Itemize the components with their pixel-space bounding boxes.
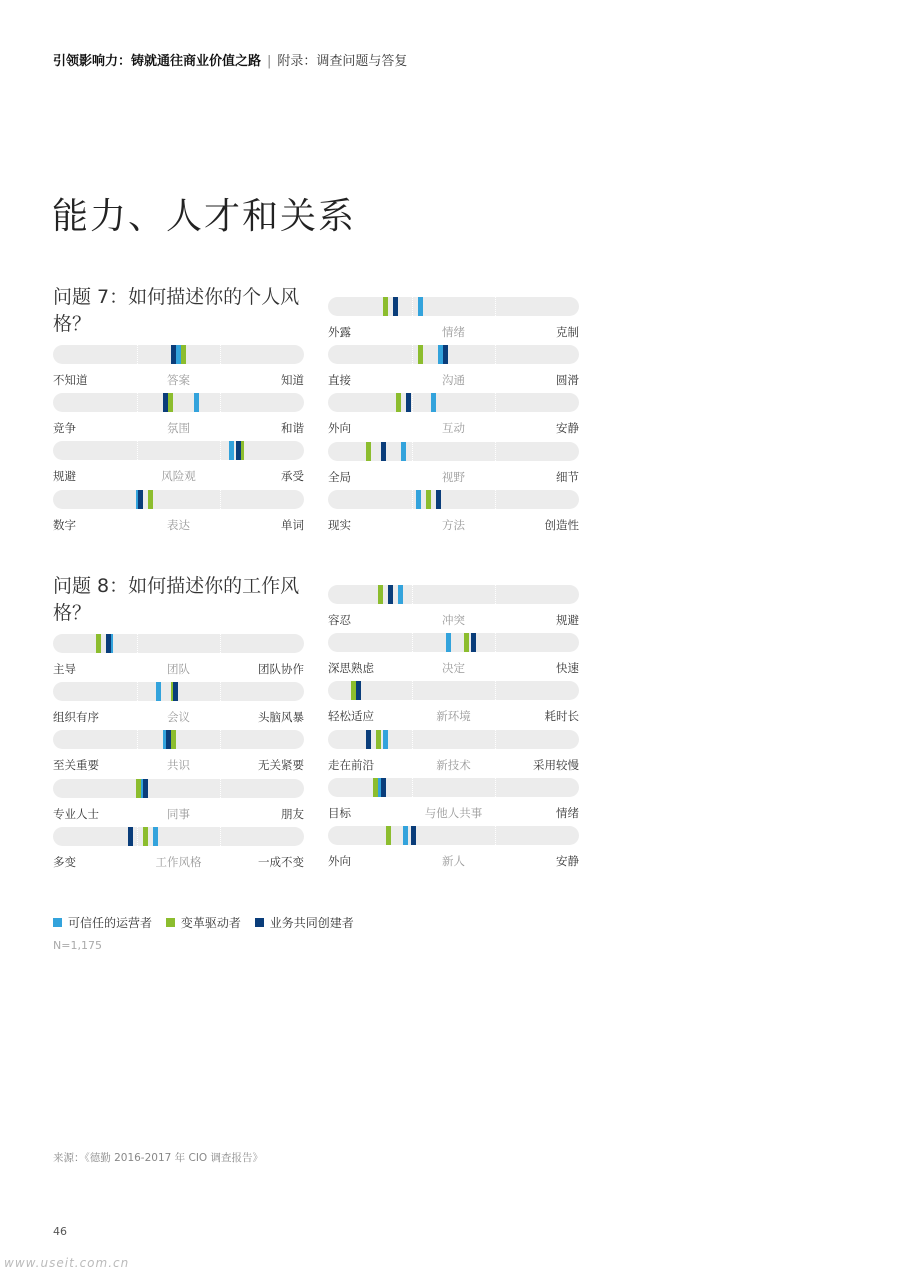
scale-right-label: 一成不变 bbox=[258, 854, 304, 869]
scale-divider bbox=[220, 779, 221, 798]
scale-track bbox=[53, 393, 304, 412]
scale-left-label: 外向 bbox=[328, 421, 351, 436]
scale-divider bbox=[137, 682, 138, 701]
scale-right-label: 无关紧要 bbox=[258, 758, 304, 773]
scale-divider bbox=[495, 442, 496, 461]
marker-business-cocreator bbox=[393, 297, 398, 316]
marker-change-driver bbox=[383, 297, 388, 316]
scale-left-label: 容忍 bbox=[328, 613, 351, 627]
scale-divider bbox=[495, 681, 496, 700]
scale-track bbox=[53, 682, 304, 701]
scale-left-label: 专业人士 bbox=[53, 806, 99, 821]
scale-topic-label: 情绪 bbox=[442, 325, 465, 339]
marker-change-driver bbox=[96, 634, 101, 653]
scale-labels bbox=[328, 853, 579, 869]
scale-right-label: 团队协作 bbox=[258, 662, 304, 676]
scale-row bbox=[328, 778, 579, 822]
scale-row bbox=[53, 827, 304, 871]
scale-topic-label: 沟通 bbox=[442, 373, 465, 388]
scale-labels bbox=[53, 468, 304, 484]
scale-divider bbox=[137, 827, 138, 846]
marker-change-driver bbox=[136, 779, 141, 798]
scale-topic-label: 冲突 bbox=[442, 613, 465, 627]
scale-labels bbox=[328, 708, 579, 724]
scale-labels bbox=[53, 854, 304, 870]
marker-business-cocreator bbox=[436, 490, 441, 509]
scale-divider bbox=[495, 778, 496, 797]
scale-right-label: 耗时长 bbox=[544, 709, 579, 724]
scale-row bbox=[328, 585, 579, 629]
scale-divider bbox=[412, 442, 413, 461]
marker-change-driver bbox=[418, 345, 423, 364]
scale-right-label: 单词 bbox=[281, 517, 304, 532]
scale-divider bbox=[495, 297, 496, 316]
scale-right-label: 安静 bbox=[556, 421, 579, 436]
scale-labels bbox=[328, 420, 579, 436]
scale-divider bbox=[412, 345, 413, 364]
scale-left-label: 现实 bbox=[328, 517, 351, 532]
marker-change-driver bbox=[366, 442, 371, 461]
marker-change-driver bbox=[171, 730, 176, 749]
marker-change-driver bbox=[373, 778, 378, 797]
scale-track bbox=[53, 730, 304, 749]
scale-labels bbox=[328, 757, 579, 773]
scale-track bbox=[328, 297, 579, 316]
marker-business-cocreator bbox=[171, 345, 176, 364]
scale-row bbox=[328, 442, 579, 486]
marker-business-cocreator bbox=[406, 393, 411, 412]
scale-divider bbox=[495, 730, 496, 749]
scale-divider bbox=[137, 441, 138, 460]
scale-right-label: 知道 bbox=[281, 373, 304, 387]
scale-divider bbox=[137, 393, 138, 412]
scale-track bbox=[328, 681, 579, 700]
scale-right-label: 承受 bbox=[281, 469, 304, 484]
scale-row bbox=[328, 633, 579, 677]
scale-left-label: 深思熟虑 bbox=[328, 661, 374, 676]
scale-row bbox=[53, 490, 304, 534]
scale-row bbox=[53, 441, 304, 485]
scale-left-label: 主导 bbox=[53, 662, 76, 676]
scale-left-label: 外向 bbox=[328, 854, 351, 868]
scale-divider bbox=[495, 490, 496, 509]
scale-track bbox=[328, 826, 579, 845]
scale-topic-label: 互动 bbox=[442, 421, 465, 436]
legend-item bbox=[166, 914, 241, 931]
legend-label: 变革驱动者 bbox=[180, 916, 241, 930]
scale-divider bbox=[412, 490, 413, 509]
scale-right-label: 细节 bbox=[556, 469, 579, 484]
scale-topic-label: 决定 bbox=[442, 661, 465, 676]
marker-business-cocreator bbox=[471, 633, 476, 652]
scale-divider bbox=[220, 827, 221, 846]
scale-right-label: 和谐 bbox=[281, 421, 304, 436]
header-separator: | bbox=[267, 54, 272, 69]
scale-track bbox=[53, 441, 304, 460]
legend-label: 业务共同创建者 bbox=[269, 916, 354, 930]
scale-divider bbox=[137, 634, 138, 653]
scale-divider bbox=[412, 633, 413, 652]
scale-row bbox=[328, 730, 579, 774]
scale-topic-label: 新技术 bbox=[436, 757, 471, 772]
report-title: 引领影响力：铸就通往商业价值之路 bbox=[53, 54, 262, 69]
scale-track bbox=[53, 634, 304, 653]
scale-topic-label: 答案 bbox=[167, 373, 190, 387]
scale-divider bbox=[495, 585, 496, 604]
marker-business-cocreator bbox=[381, 778, 386, 797]
marker-business-cocreator bbox=[138, 490, 143, 509]
marker-business-cocreator bbox=[143, 779, 148, 798]
marker-trusted-operator bbox=[416, 490, 421, 509]
legend-swatch-business-cocreator bbox=[255, 918, 264, 927]
legend-swatch-trusted-operator bbox=[53, 918, 62, 927]
scale-divider bbox=[412, 730, 413, 749]
question-8-title: 问题 8：如何描述你的工作风格？ bbox=[53, 575, 300, 624]
scale-divider bbox=[412, 585, 413, 604]
scale-track bbox=[53, 827, 304, 846]
scale-divider bbox=[412, 681, 413, 700]
marker-business-cocreator bbox=[411, 826, 416, 845]
scale-row bbox=[328, 826, 579, 870]
scale-track bbox=[328, 778, 579, 797]
marker-change-driver bbox=[181, 345, 186, 364]
scale-left-label: 数字 bbox=[53, 517, 76, 532]
scale-divider bbox=[220, 682, 221, 701]
scale-track bbox=[328, 393, 579, 412]
marker-trusted-operator bbox=[446, 633, 451, 652]
scale-track bbox=[328, 633, 579, 652]
marker-business-cocreator bbox=[163, 393, 168, 412]
scale-right-label: 头脑风暴 bbox=[258, 710, 304, 725]
scale-divider bbox=[220, 441, 221, 460]
scale-divider bbox=[495, 633, 496, 652]
scale-labels bbox=[53, 372, 304, 388]
scale-labels bbox=[53, 757, 304, 773]
scale-labels bbox=[328, 517, 579, 533]
scale-right-label: 快速 bbox=[556, 661, 579, 676]
scale-left-label: 多变 bbox=[53, 854, 76, 869]
scale-row bbox=[53, 730, 304, 774]
scale-topic-label: 共识 bbox=[167, 758, 190, 773]
legend-item bbox=[53, 914, 152, 931]
scale-row bbox=[53, 345, 304, 389]
marker-business-cocreator bbox=[366, 730, 371, 749]
scale-topic-label: 新环境 bbox=[436, 709, 471, 724]
marker-business-cocreator bbox=[381, 442, 386, 461]
scale-topic-label: 氛围 bbox=[167, 421, 190, 436]
scale-track bbox=[328, 345, 579, 364]
marker-business-cocreator bbox=[388, 585, 393, 604]
scale-left-label: 外露 bbox=[328, 325, 351, 339]
scale-labels bbox=[328, 372, 579, 388]
scale-track bbox=[328, 585, 579, 604]
scale-row bbox=[328, 490, 579, 534]
scale-labels bbox=[53, 709, 304, 725]
scale-track bbox=[328, 490, 579, 509]
scale-labels bbox=[328, 612, 579, 628]
legend bbox=[53, 914, 364, 931]
marker-business-cocreator bbox=[356, 681, 361, 700]
scale-right-label: 采用较慢 bbox=[533, 757, 579, 772]
scale-left-label: 不知道 bbox=[53, 373, 88, 387]
scale-topic-label: 与他人共事 bbox=[424, 805, 483, 820]
scale-topic-label: 视野 bbox=[442, 469, 465, 484]
scale-topic-label: 表达 bbox=[167, 517, 190, 532]
sample-size-note: N=1,175 bbox=[53, 939, 102, 952]
scale-divider bbox=[220, 634, 221, 653]
scale-row bbox=[328, 345, 579, 389]
marker-business-cocreator bbox=[173, 682, 178, 701]
scale-right-label: 创造性 bbox=[544, 517, 579, 532]
legend-label: 可信任的运营者 bbox=[68, 916, 153, 930]
scale-right-label: 情绪 bbox=[556, 805, 579, 820]
marker-change-driver bbox=[386, 826, 391, 845]
scale-divider bbox=[412, 778, 413, 797]
scale-track bbox=[328, 730, 579, 749]
scale-row bbox=[53, 779, 304, 823]
scale-labels bbox=[53, 517, 304, 533]
scale-topic-label: 团队 bbox=[167, 662, 190, 676]
scale-left-label: 规避 bbox=[53, 469, 76, 484]
scale-row bbox=[53, 682, 304, 726]
scale-labels bbox=[328, 805, 579, 821]
scale-topic-label: 工作风格 bbox=[155, 854, 202, 869]
source-note: 来源：《德勤 2016-2017 年 CIO 调查报告》 bbox=[53, 1152, 264, 1164]
marker-change-driver bbox=[378, 585, 383, 604]
marker-trusted-operator bbox=[383, 730, 388, 749]
watermark: www.useit.com.cn bbox=[4, 1256, 130, 1270]
scale-right-label: 克制 bbox=[556, 325, 579, 339]
marker-trusted-operator bbox=[229, 441, 234, 460]
marker-trusted-operator bbox=[401, 442, 406, 461]
marker-trusted-operator bbox=[431, 393, 436, 412]
scale-track bbox=[53, 345, 304, 364]
marker-business-cocreator bbox=[128, 827, 133, 846]
marker-business-cocreator bbox=[443, 345, 448, 364]
scale-divider bbox=[220, 393, 221, 412]
marker-trusted-operator bbox=[194, 393, 199, 412]
scale-track bbox=[328, 442, 579, 461]
scale-track bbox=[53, 779, 304, 798]
scale-labels bbox=[53, 661, 304, 677]
marker-business-cocreator bbox=[236, 441, 241, 460]
scale-row bbox=[53, 393, 304, 437]
scale-labels bbox=[328, 660, 579, 676]
scale-row bbox=[53, 634, 304, 678]
page-header bbox=[53, 50, 407, 69]
scale-labels bbox=[328, 324, 579, 340]
scale-left-label: 走在前沿 bbox=[328, 757, 374, 772]
scale-divider bbox=[412, 393, 413, 412]
scale-divider bbox=[412, 297, 413, 316]
scale-row bbox=[328, 393, 579, 437]
scale-divider bbox=[220, 345, 221, 364]
marker-change-driver bbox=[376, 730, 381, 749]
scale-labels bbox=[53, 806, 304, 822]
scale-topic-label: 新人 bbox=[442, 854, 465, 868]
scale-row bbox=[328, 681, 579, 725]
scale-topic-label: 风险观 bbox=[161, 469, 196, 484]
legend-item bbox=[255, 914, 354, 931]
scale-divider bbox=[220, 730, 221, 749]
marker-change-driver bbox=[396, 393, 401, 412]
marker-change-driver bbox=[143, 827, 148, 846]
scale-row bbox=[328, 297, 579, 341]
question-7-title: 问题 7：如何描述你的个人风格？ bbox=[53, 286, 300, 335]
scale-right-label: 圆滑 bbox=[556, 373, 579, 388]
scale-left-label: 目标 bbox=[328, 805, 351, 820]
scale-left-label: 组织有序 bbox=[53, 710, 99, 725]
scale-right-label: 朋友 bbox=[281, 806, 304, 821]
marker-business-cocreator bbox=[106, 634, 111, 653]
scale-track bbox=[53, 490, 304, 509]
scale-topic-label: 同事 bbox=[167, 806, 190, 821]
scale-divider bbox=[495, 393, 496, 412]
marker-change-driver bbox=[168, 393, 173, 412]
scale-topic-label: 方法 bbox=[442, 517, 465, 532]
marker-trusted-operator bbox=[153, 827, 158, 846]
marker-trusted-operator bbox=[398, 585, 403, 604]
page-title: 能力、人才和关系 bbox=[52, 196, 357, 237]
page-number: 46 bbox=[53, 1225, 67, 1238]
scale-left-label: 轻松适应 bbox=[328, 709, 374, 724]
scale-labels bbox=[53, 420, 304, 436]
section-subtitle: 附录：调查问题与答复 bbox=[277, 54, 408, 69]
scale-divider bbox=[137, 345, 138, 364]
marker-trusted-operator bbox=[418, 297, 423, 316]
marker-change-driver bbox=[426, 490, 431, 509]
scale-right-label: 规避 bbox=[556, 613, 579, 627]
scale-left-label: 竞争 bbox=[53, 421, 76, 436]
scale-divider bbox=[220, 490, 221, 509]
scale-left-label: 直接 bbox=[328, 373, 351, 388]
legend-swatch-change-driver bbox=[166, 918, 175, 927]
scale-left-label: 至关重要 bbox=[53, 758, 99, 773]
scale-divider bbox=[495, 826, 496, 845]
scale-labels bbox=[328, 469, 579, 485]
scale-right-label: 安静 bbox=[556, 854, 579, 868]
scale-divider bbox=[495, 345, 496, 364]
marker-business-cocreator bbox=[166, 730, 171, 749]
marker-trusted-operator bbox=[156, 682, 161, 701]
scale-topic-label: 会议 bbox=[167, 710, 190, 725]
scale-divider bbox=[137, 730, 138, 749]
scale-left-label: 全局 bbox=[328, 469, 351, 484]
marker-change-driver bbox=[464, 633, 469, 652]
marker-change-driver bbox=[148, 490, 153, 509]
marker-trusted-operator bbox=[403, 826, 408, 845]
